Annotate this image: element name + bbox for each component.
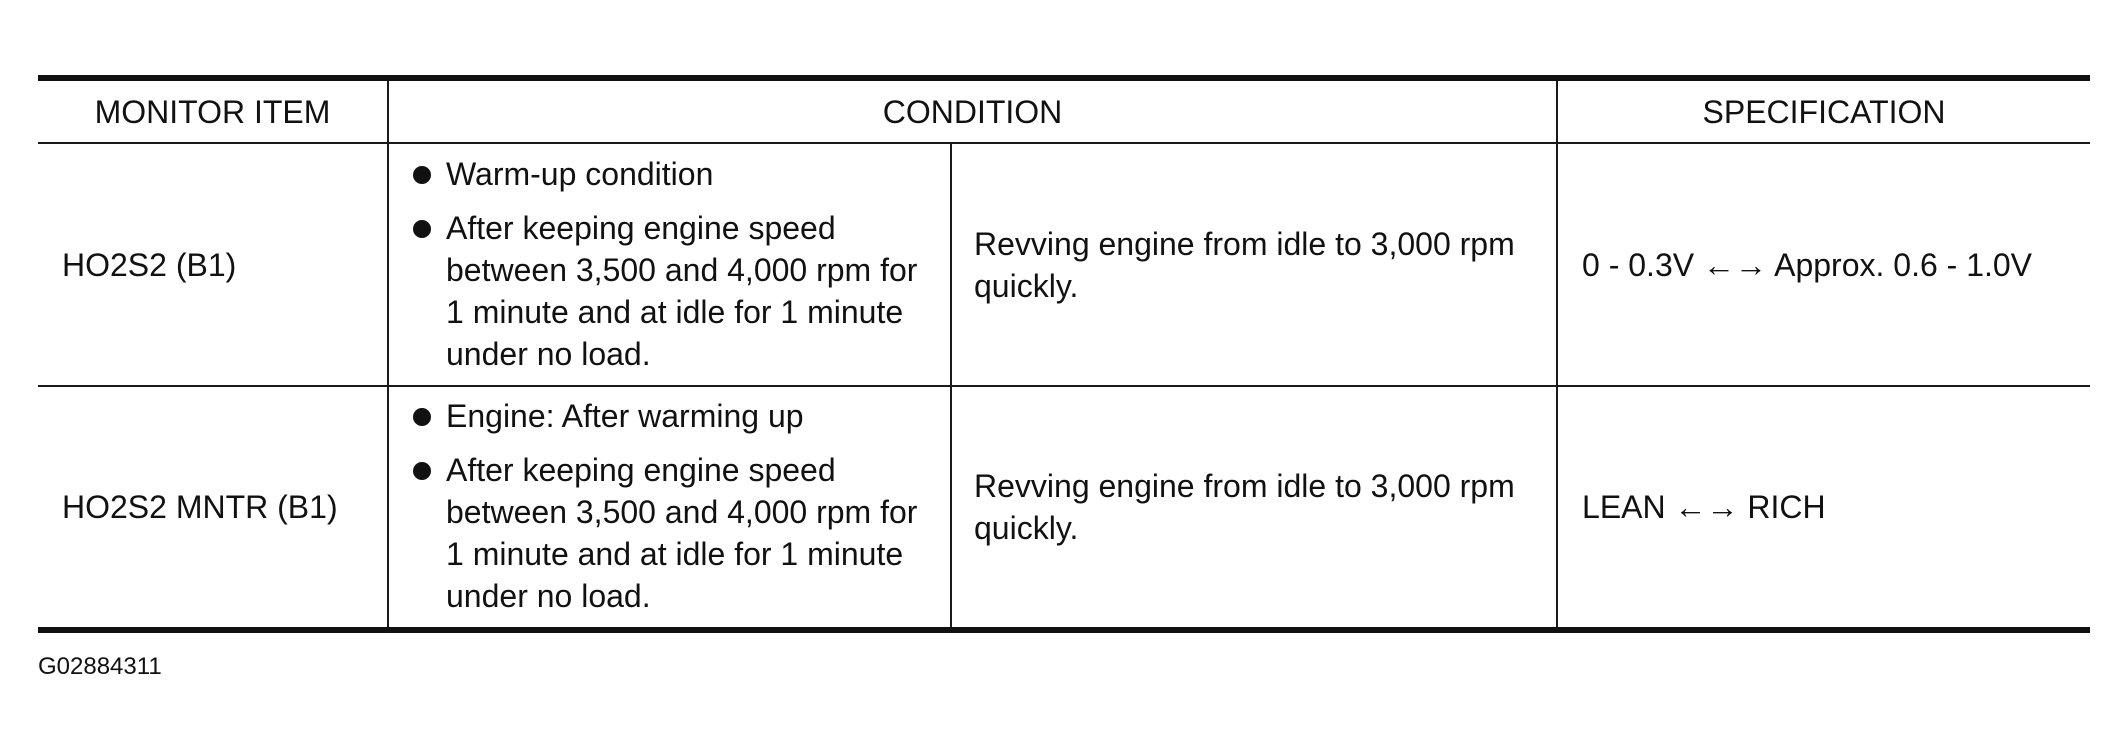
bullet-icon xyxy=(413,408,431,426)
action-cell: Revving engine from idle to 3,000 rpm quickly. xyxy=(951,143,1557,386)
precondition-item xyxy=(413,395,938,437)
header-monitor-item: MONITOR ITEM xyxy=(38,78,388,143)
specification-cell: 0 - 0.3V ←→ Approx. 0.6 - 1.0V xyxy=(1557,143,2090,386)
table-row xyxy=(38,386,2090,630)
bullet-icon xyxy=(413,462,431,480)
header-condition: CONDITION xyxy=(388,78,1557,143)
action-cell: Revving engine from idle to 3,000 rpm quickly. xyxy=(951,386,1557,630)
precondition-text: Engine: After warming up xyxy=(446,398,804,434)
precondition-list xyxy=(413,395,938,617)
precondition-item xyxy=(413,153,938,195)
precondition-text: After keeping engine speed between 3,500 and 4,000 rpm for 1 minute and at idle for 1 minute under no load. xyxy=(446,209,918,372)
precondition-list xyxy=(413,153,938,375)
bullet-icon xyxy=(413,220,431,238)
table-row xyxy=(38,143,2090,386)
preconditions-cell xyxy=(388,386,951,630)
table-header-row xyxy=(38,78,2090,143)
bullet-icon xyxy=(413,166,431,184)
monitor-item-cell: HO2S2 MNTR (B1) xyxy=(38,386,388,630)
precondition-text: Warm-up condition xyxy=(446,155,714,192)
preconditions-cell xyxy=(388,143,951,386)
specification-cell: LEAN ←→ RICH xyxy=(1557,386,2090,630)
figure-id: G02884311 xyxy=(38,653,162,680)
monitor-item-cell: HO2S2 (B1) xyxy=(38,143,388,386)
precondition-item xyxy=(413,449,938,617)
header-specification: SPECIFICATION xyxy=(1557,78,2090,143)
monitor-spec-table xyxy=(38,75,2090,633)
precondition-text: After keeping engine speed between 3,500 and 4,000 rpm for 1 minute and at idle for 1 minute under no load. xyxy=(446,452,918,614)
precondition-item xyxy=(413,207,938,375)
